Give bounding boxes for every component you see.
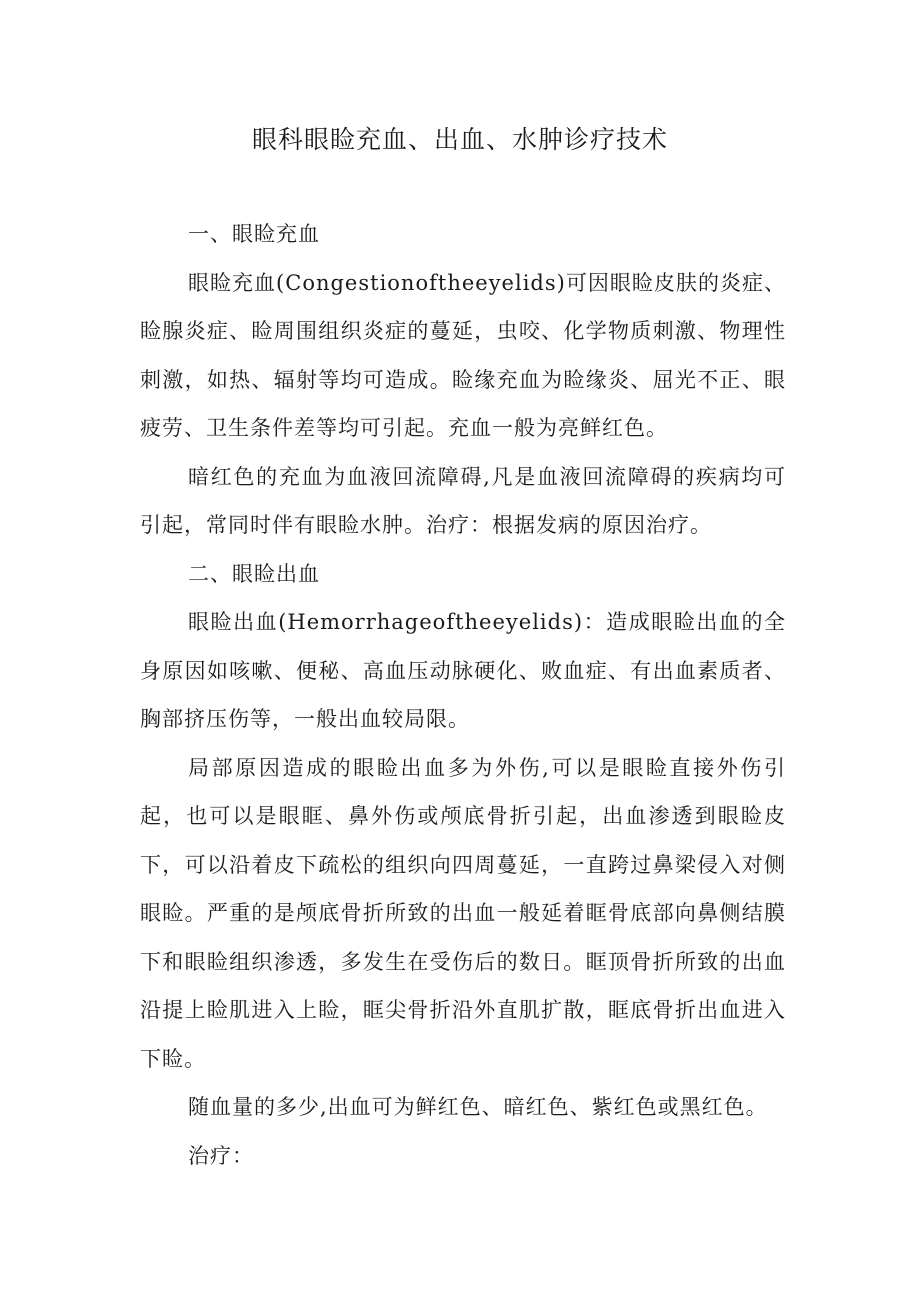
- paragraph-congestion-dark-red: 暗红色的充血为血液回流障碍,凡是血液回流障碍的疾病均可引起，常同时伴有眼睑水肿。治疗：根据发病的原因治疗。: [140, 464, 786, 537]
- paragraph-congestion-causes: 眼睑充血(Congestionoftheeyelids)可因眼睑皮肤的炎症、睑腺炎症、睑周围组织炎症的蔓延，虫咬、化学物质刺激、物理性刺激，如热、辐射等均可造成。睑缘充血为睑缘炎、屈光不正、眼疲劳、卫生条件差等均可引起。充血一般为亮鲜红色。: [140, 270, 786, 440]
- paragraph-hemorrhage-color: 随血量的多少,出血可为鲜红色、暗红色、紫红色或黑红色。: [188, 1095, 768, 1119]
- paragraph-hemorrhage-systemic: 眼睑出血(Hemorrhageoftheeyelids)：造成眼睑出血的全身原因如咳嗽、便秘、高血压动脉硬化、败血症、有出血素质者、胸部挤压伤等，一般出血较局限。: [140, 610, 786, 731]
- section-heading-eyelid-congestion: 一、眼睑充血: [188, 222, 320, 246]
- document-body: [140, 210, 786, 1180]
- section-heading-eyelid-hemorrhage: 二、眼睑出血: [188, 561, 320, 586]
- document-title: 眼科眼睑充血、出血、水肿诊疗技术: [251, 125, 668, 154]
- paragraph-treatment-label: 治疗：: [188, 1143, 254, 1168]
- paragraph-hemorrhage-local: 局部原因造成的眼睑出血多为外伤,可以是眼睑直接外伤引起，也可以是眼眶、鼻外伤或颅底骨折引起，出血渗透到眼睑皮下，可以沿着皮下疏松的组织向四周蔓延，一直跨过鼻梁侵入对侧眼睑。严重的是颅底骨折所致的出血一般延着眶骨底部向鼻侧结膜下和眼睑组织渗透，多发生在受伤后的数日。眶顶骨折所致的出血沿提上睑肌进入上睑，眶尖骨折沿外直肌扩散，眶底骨折出血进入下睑。: [140, 755, 786, 1071]
